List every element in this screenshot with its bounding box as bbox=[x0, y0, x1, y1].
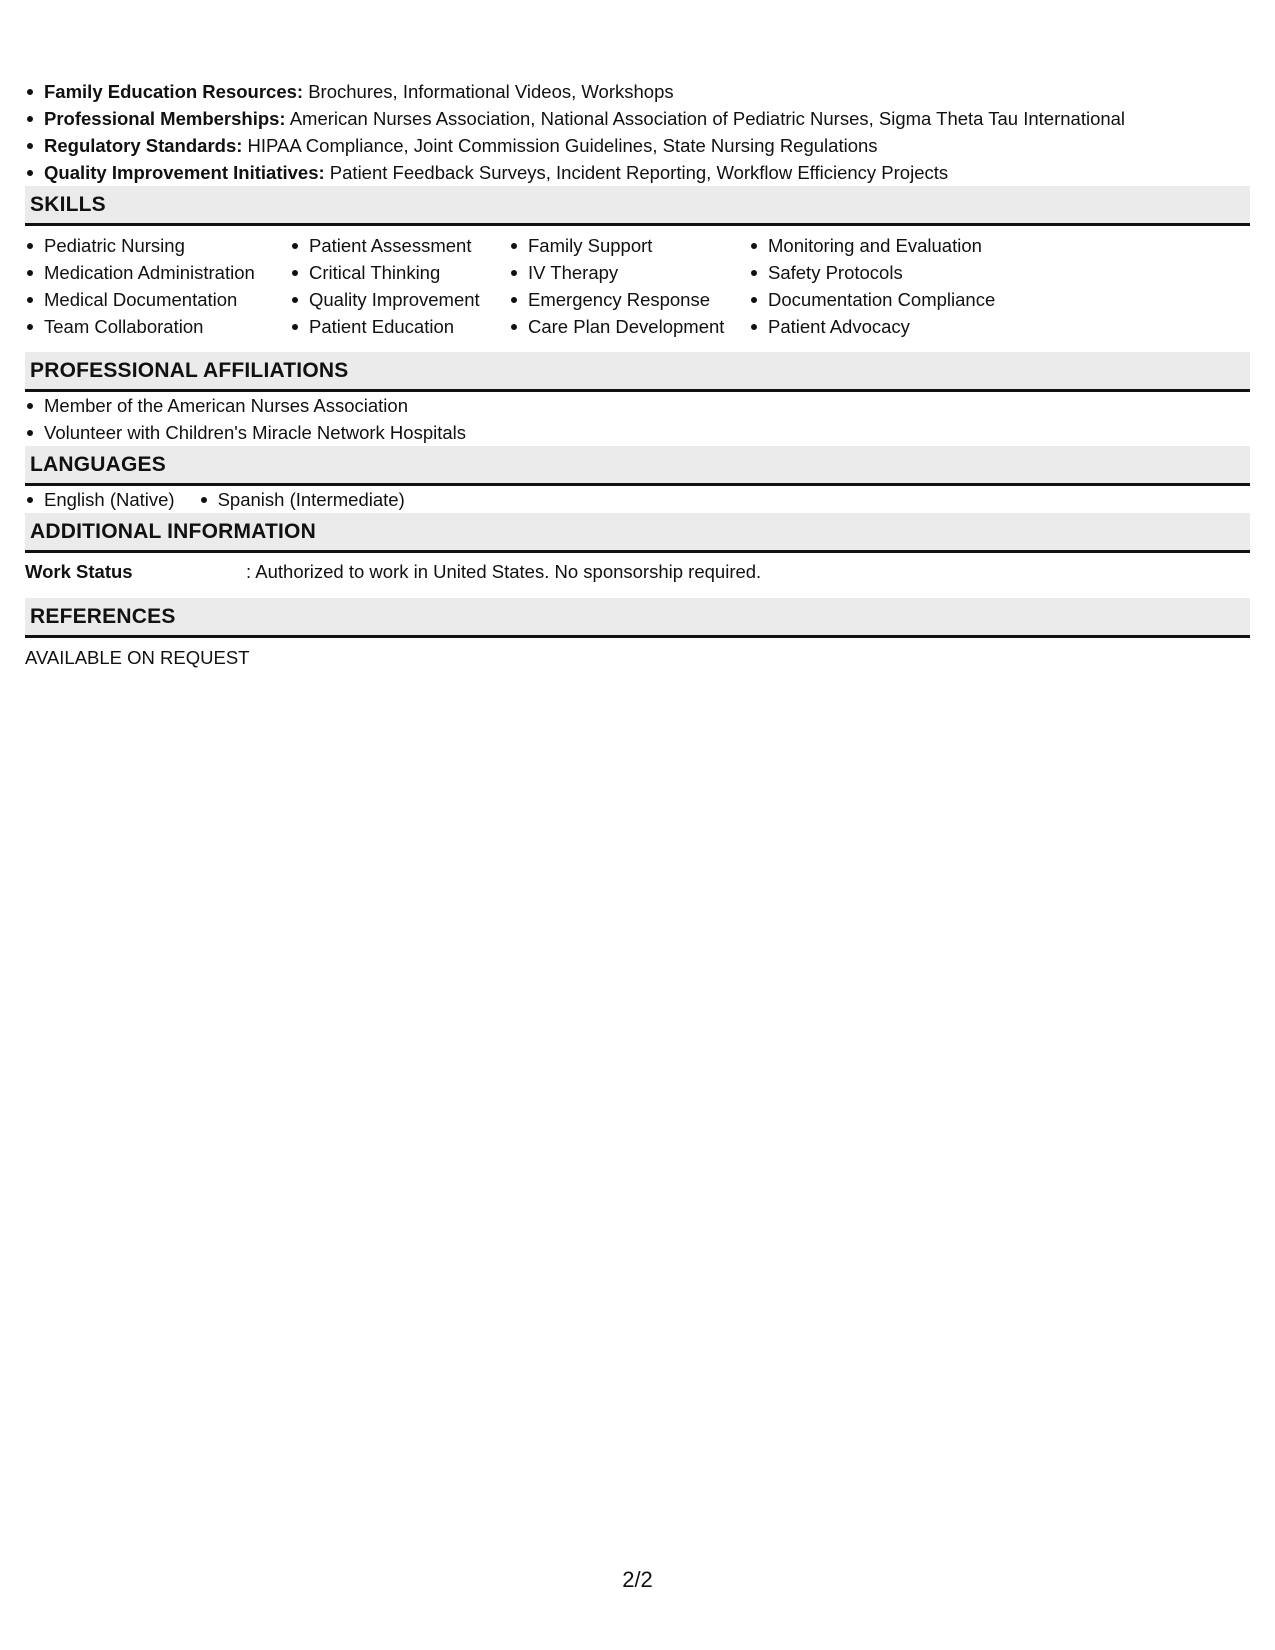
skill-item: Team Collaboration bbox=[25, 313, 290, 340]
references-text: AVAILABLE ON REQUEST bbox=[25, 647, 250, 668]
skill-item: IV Therapy bbox=[509, 259, 749, 286]
list-item bbox=[25, 105, 1250, 132]
skills-column bbox=[290, 232, 509, 340]
item-label: Family Education Resources: bbox=[44, 81, 304, 102]
resume-page bbox=[25, 78, 1250, 671]
resources-list bbox=[25, 78, 1250, 186]
item-text: Patient Feedback Surveys, Incident Reporting, Workflow Efficiency Projects bbox=[324, 162, 949, 183]
skill-item: Patient Assessment bbox=[290, 232, 509, 259]
languages-heading: LANGUAGES bbox=[25, 446, 1250, 486]
skill-item: Safety Protocols bbox=[749, 259, 1049, 286]
affiliation-item: Volunteer with Children's Miracle Network Hospitals bbox=[25, 419, 1250, 446]
skill-item: Patient Education bbox=[290, 313, 509, 340]
work-status-label: Work Status bbox=[25, 561, 133, 582]
item-label: Professional Memberships: bbox=[44, 108, 286, 129]
skill-item: Patient Advocacy bbox=[749, 313, 1049, 340]
additional-info-heading: ADDITIONAL INFORMATION bbox=[25, 513, 1250, 553]
skills-column bbox=[25, 232, 290, 340]
skill-item: Pediatric Nursing bbox=[25, 232, 290, 259]
item-label: Quality Improvement Initiatives: bbox=[44, 162, 325, 183]
item-label: Regulatory Standards: bbox=[44, 135, 243, 156]
language-item: Spanish (Intermediate) bbox=[199, 486, 405, 513]
list-item bbox=[25, 132, 1250, 159]
skill-item: Quality Improvement bbox=[290, 286, 509, 313]
item-text: HIPAA Compliance, Joint Commission Guidelines, State Nursing Regulations bbox=[242, 135, 878, 156]
list-item bbox=[25, 159, 1250, 186]
skills-column bbox=[509, 232, 749, 340]
item-text: Brochures, Informational Videos, Workshops bbox=[303, 81, 674, 102]
references-heading: REFERENCES bbox=[25, 598, 1250, 638]
skill-item: Medical Documentation bbox=[25, 286, 290, 313]
affiliations-list bbox=[25, 392, 1250, 446]
item-text: American Nurses Association, National Association of Pediatric Nurses, Sigma Theta Tau International bbox=[285, 108, 1126, 129]
work-status-value: : Authorized to work in United States. No sponsorship required. bbox=[246, 561, 762, 582]
skills-column bbox=[749, 232, 1049, 340]
skill-item: Emergency Response bbox=[509, 286, 749, 313]
skill-item: Medication Administration bbox=[25, 259, 290, 286]
skills-heading: SKILLS bbox=[25, 186, 1250, 226]
work-status-row bbox=[25, 553, 1250, 585]
skill-item: Documentation Compliance bbox=[749, 286, 1049, 313]
skill-item: Family Support bbox=[509, 232, 749, 259]
skill-item: Critical Thinking bbox=[290, 259, 509, 286]
page-number: 2/2 bbox=[622, 1567, 653, 1592]
languages-list bbox=[25, 486, 1250, 513]
list-item bbox=[25, 78, 1250, 105]
language-item: English (Native) bbox=[25, 486, 175, 513]
affiliation-item: Member of the American Nurses Association bbox=[25, 392, 1250, 419]
affiliations-heading: PROFESSIONAL AFFILIATIONS bbox=[25, 352, 1250, 392]
skill-item: Care Plan Development bbox=[509, 313, 749, 340]
skills-grid bbox=[25, 226, 1250, 340]
skill-item: Monitoring and Evaluation bbox=[749, 232, 1049, 259]
